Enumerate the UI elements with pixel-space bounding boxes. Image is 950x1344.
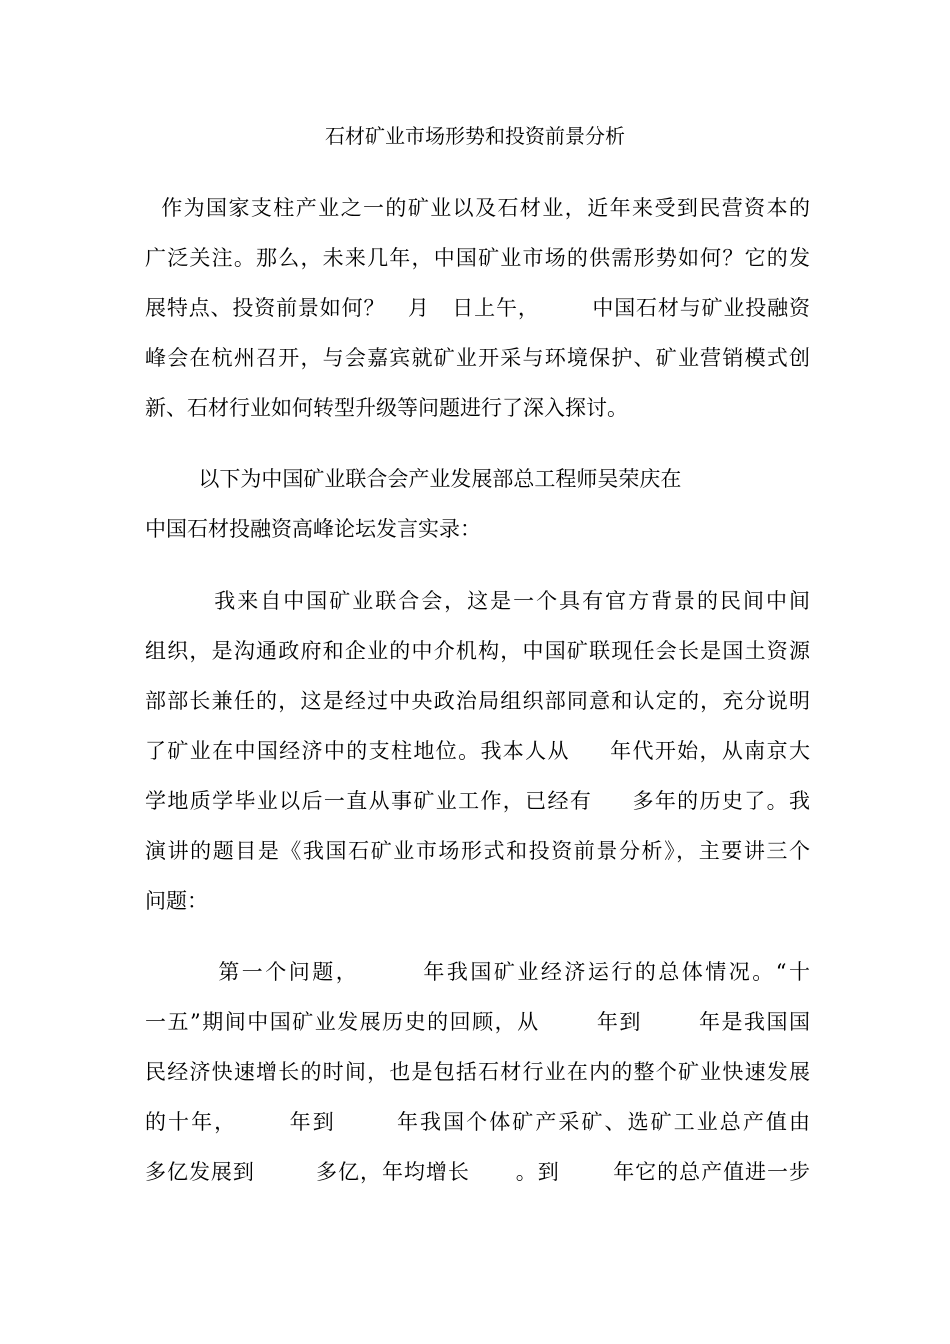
- paragraph-4-line-5: 多亿发展到 多亿，年均增长 。到 年它的总产值进一步: [145, 1160, 810, 1184]
- paragraph-2-line-2: 中国石材投融资高峰论坛发言实录：: [145, 517, 481, 541]
- paragraph-1-line-1: 作为国家支柱产业之一的矿业以及石材业，近年来受到民营资本的: [145, 196, 810, 220]
- paragraph-3-line-3: 部部长兼任的，这是经过中央政治局组织部同意和认定的，充分说明: [145, 689, 810, 713]
- paragraph-3-line-6: 演讲的题目是《我国石矿业市场形式和投资前景分析》，主要讲三个: [145, 839, 810, 863]
- document-title: 石材矿业市场形势和投资前景分析: [325, 124, 625, 148]
- paragraph-1-line-5: 新、石材行业如何转型升级等问题进行了深入探讨。: [145, 396, 628, 420]
- paragraph-4-line-4: 的十年， 年到 年我国个体矿产采矿、选矿工业总产值由: [145, 1110, 810, 1134]
- paragraph-3-line-1: 我来自中国矿业联合会，这是一个具有官方背景的民间中间: [145, 589, 810, 613]
- paragraph-3-line-7: 问题：: [145, 889, 208, 913]
- paragraph-3-line-5: 学地质学毕业以后一直从事矿业工作，已经有 多年的历史了。我: [145, 789, 810, 813]
- paragraph-3-line-2: 组织，是沟通政府和企业的中介机构，中国矿联现任会长是国土资源: [145, 639, 810, 663]
- paragraph-4-line-2: 一五”期间中国矿业发展历史的回顾，从 年到 年是我国国: [145, 1010, 810, 1034]
- paragraph-1-line-3: 展特点、投资前景如何？ 月 日上午， 中国石材与矿业投融资: [145, 296, 810, 320]
- paragraph-3-line-4: 了矿业在中国经济中的支柱地位。我本人从 年代开始，从南京大: [145, 739, 810, 763]
- paragraph-1-line-2: 广泛关注。那么，未来几年，中国矿业市场的供需形势如何？它的发: [145, 246, 810, 270]
- paragraph-4-line-1: 第一个问题， 年我国矿业经济运行的总体情况。“十: [145, 960, 810, 984]
- paragraph-4-line-3: 民经济快速增长的时间，也是包括石材行业在内的整个矿业快速发展: [145, 1060, 810, 1084]
- paragraph-2-line-1: 以下为中国矿业联合会产业发展部总工程师吴荣庆在: [145, 467, 682, 491]
- paragraph-1-line-4: 峰会在杭州召开，与会嘉宾就矿业开采与环境保护、矿业营销模式创: [145, 346, 810, 370]
